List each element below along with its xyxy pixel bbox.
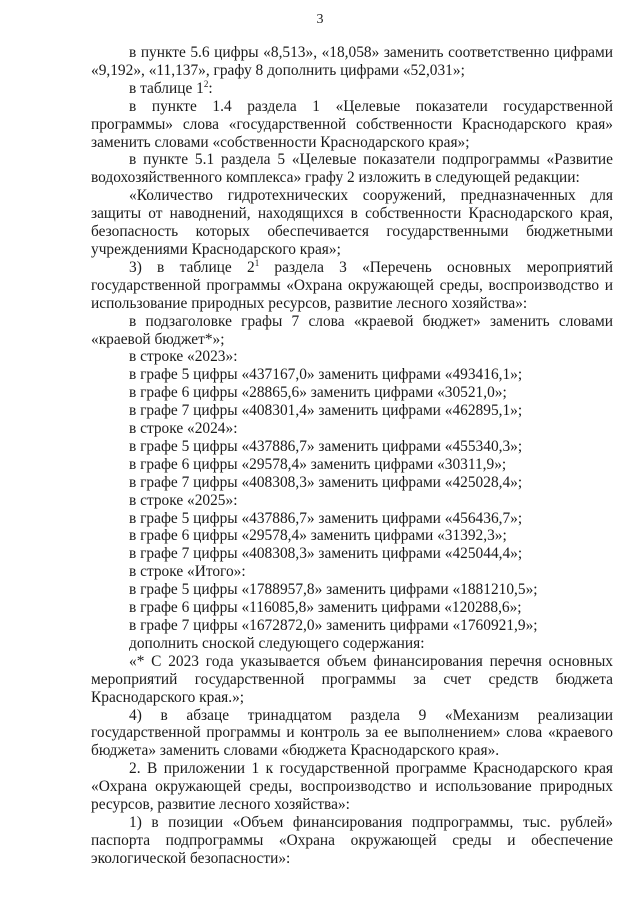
paragraph: в графе 7 цифры «1672872,0» заменить цифрами «1760921,9»; <box>129 617 538 634</box>
paragraph: в графе 5 цифры «437886,7» заменить цифрами «455340,3»; <box>129 437 523 455</box>
paragraph: в графе 6 цифры «28865,6» заменить цифрами «30521,0»; <box>129 384 507 402</box>
paragraph: 2. В приложении 1 к государственной программе Краснодарского края «Охрана окружающей среды, воспроизводство и использование природных ресурсов, развитие лесного хозяйства»: <box>91 760 613 814</box>
paragraph: в графе 6 цифры «29578,4» заменить цифрами «30311,9»; <box>129 455 507 473</box>
paragraph: 4) в абзаце тринадцатом раздела 9 «Механизм реализации государственной программы и контроль за ее выполнением» слова «краевого бюджета» заменить словами «бюджета Краснодарского края». <box>91 706 613 760</box>
paragraph: дополнить сноской следующего содержания: <box>129 634 425 652</box>
document-body <box>91 44 613 868</box>
paragraph: в строке «2024»: <box>129 420 238 438</box>
paragraph: в пункте 5.1 раздела 5 «Целевые показатели подпрограммы «Развитие водохозяйственного комплекса» графу 2 изложить в следующей редакции: <box>91 151 613 187</box>
paragraph: в пункте 5.6 цифры «8,513», «18,058» заменить соответственно цифрами «9,192», «11,137», графу 8 дополнить цифрами «52,031»; <box>91 44 613 79</box>
paragraph: в графе 6 цифры «29578,4» заменить цифрами «31392,3»; <box>129 527 507 545</box>
paragraph: в строке «Итого»: <box>129 563 246 581</box>
paragraph: в пункте 1.4 раздела 1 «Целевые показатели государственной программы» слова «государственной собственности Краснодарского края» заменить словами «собственности Краснодарского края»; <box>91 97 613 151</box>
paragraph: в графе 6 цифры «116085,8» заменить цифрами «120288,6»; <box>129 599 522 617</box>
paragraph: «* С 2023 года указывается объем финансирования перечня основных мероприятий государственной программы за счет средств бюджета Краснодарского края.»; <box>91 652 613 706</box>
paragraph: в таблице $1^2$: <box>129 78 213 97</box>
paragraph: в подзаголовке графы 7 слова «краевой бюджет» заменить словами «краевой бюджет*»; <box>91 312 613 348</box>
paragraph: в строке «2023»: <box>129 348 238 366</box>
paragraph: в графе 5 цифры «1788957,8» заменить цифрами «1881210,5»; <box>129 581 538 599</box>
paragraph: 3) в таблице $2^1$ раздела 3 «Перечень основных мероприятий государственной программы «Охрана окружающей среды, воспроизводство и использование природных ресурсов, развитие лесного хозяйства»: <box>91 257 613 312</box>
paragraph: в графе 7 цифры «408308,3» заменить цифрами «425028,4»; <box>129 473 523 491</box>
paragraph: в графе 7 цифры «408301,4» заменить цифрами «462895,1»; <box>129 402 523 420</box>
paragraph: 1) в позиции «Объем финансирования подпрограммы, тыс. рублей» паспорта подпрограммы «Охрана окружающей среды и обеспечение экологической безопасности»: <box>91 813 613 867</box>
paragraph: в графе 5 цифры «437886,7» заменить цифрами «456436,7»; <box>129 509 523 527</box>
paragraph: «Количество гидротехнических сооружений, предназначенных для защиты от наводнений, находящихся в собственности Краснодарского края, безопасность которых обеспечивается государственными бюджетными учреждениями Краснодарского края»; <box>91 187 613 258</box>
paragraph: в строке «2025»: <box>129 491 238 509</box>
superscript: 2 <box>203 78 209 89</box>
paragraph: в графе 5 цифры «437167,0» заменить цифрами «493416,1»; <box>129 366 523 384</box>
superscript: 1 <box>254 257 260 268</box>
page-number: 3 <box>316 12 324 27</box>
paragraph: в графе 7 цифры «408308,3» заменить цифрами «425044,4»; <box>129 545 523 563</box>
